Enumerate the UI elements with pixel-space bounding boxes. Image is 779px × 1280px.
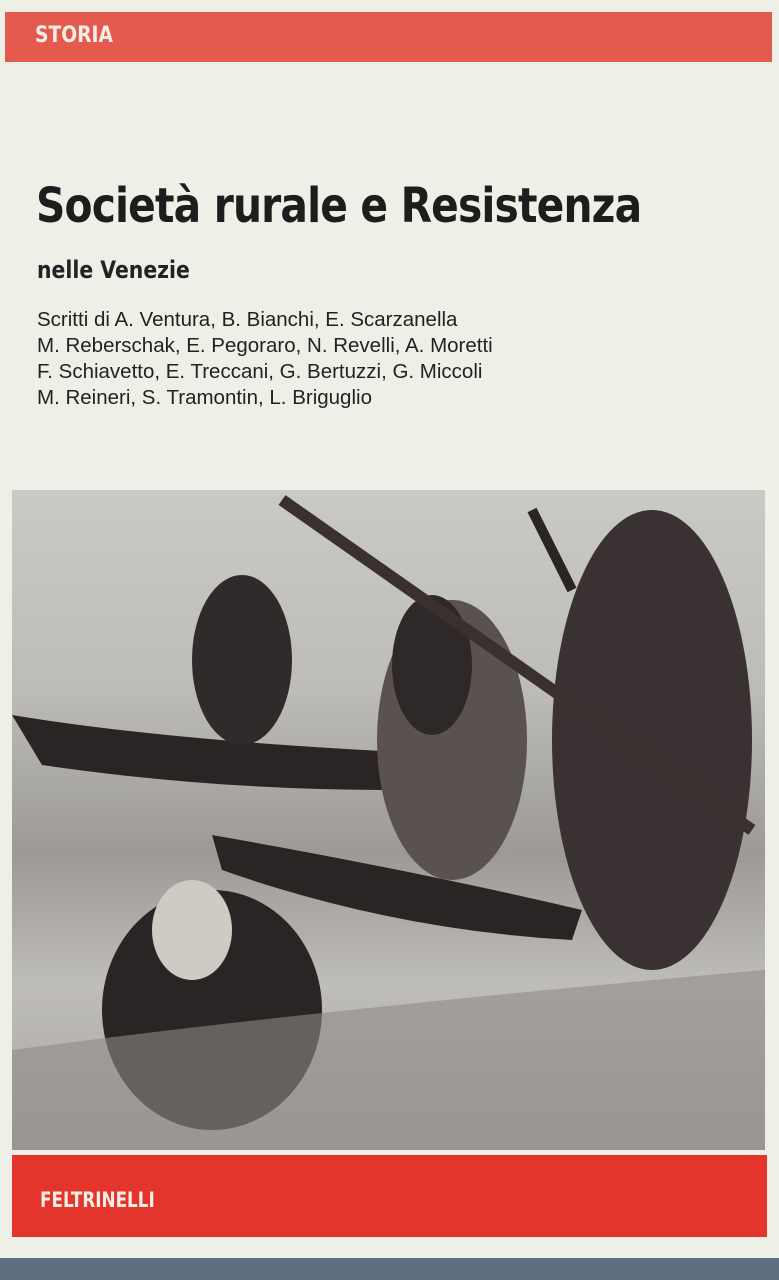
partisans-photo-illustration: [12, 490, 765, 1150]
cover-photo: [12, 490, 765, 1150]
authors-line: M. Reineri, S. Tramontin, L. Briguglio: [37, 386, 372, 409]
publisher-label: FELTRINELLI: [40, 1188, 155, 1212]
series-band: [5, 12, 772, 62]
publisher-band: [12, 1155, 767, 1237]
authors-line: F. Schiavetto, E. Treccani, G. Bertuzzi, G. Miccoli: [37, 360, 483, 383]
book-subtitle: nelle Venezie: [37, 256, 190, 284]
book-title: Società rurale e Resistenza: [36, 178, 642, 234]
authors-line: Scritti di A. Ventura, B. Bianchi, E. Scarzanella: [37, 308, 458, 331]
authors-line: M. Reberschak, E. Pegoraro, N. Revelli, A. Moretti: [37, 334, 493, 357]
authors-list: [37, 307, 493, 411]
series-label: STORIA: [35, 23, 113, 48]
